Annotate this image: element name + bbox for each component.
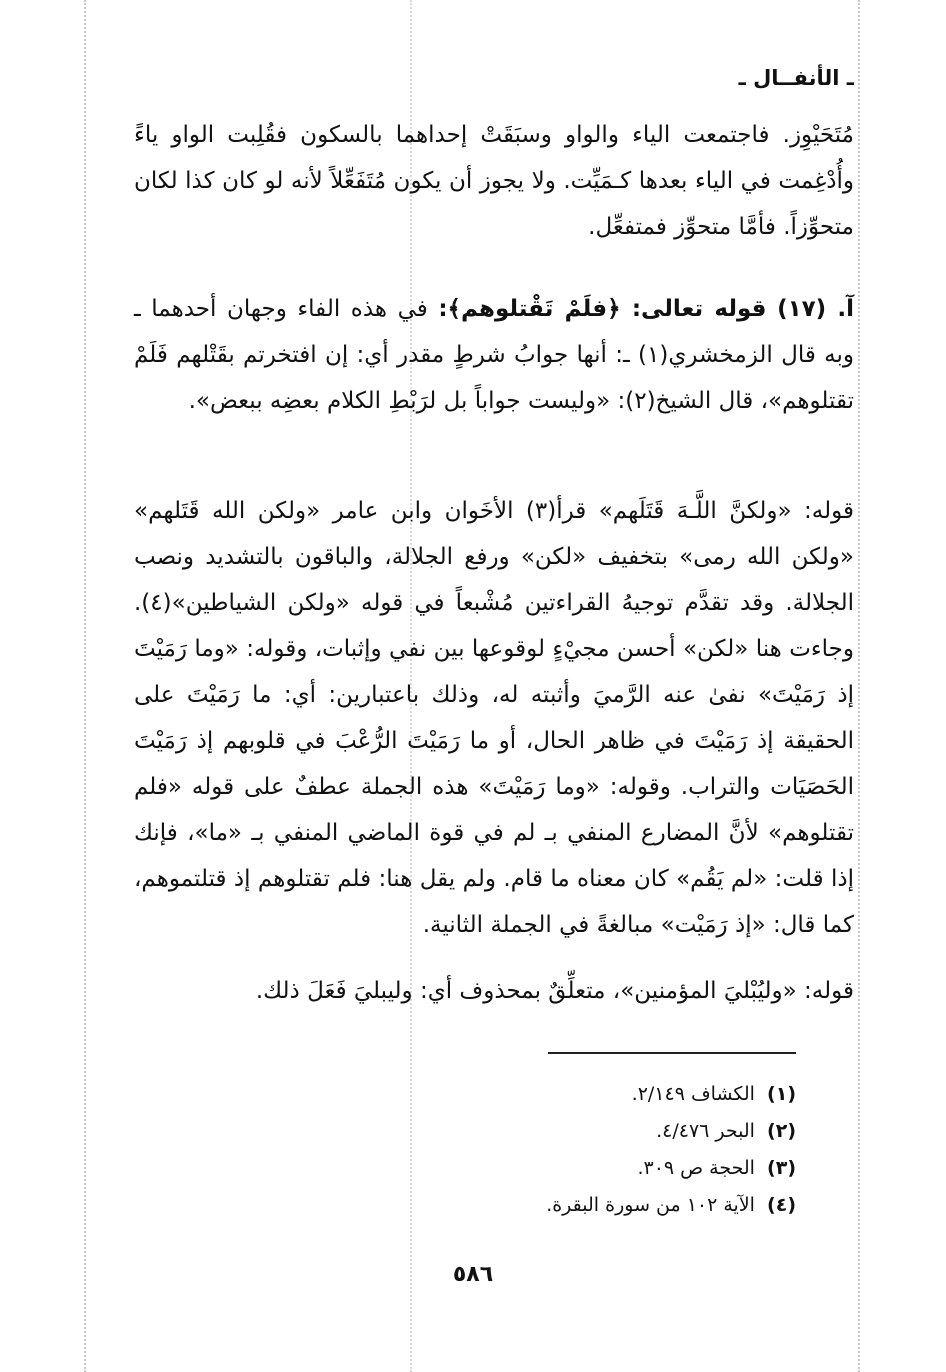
footnote-number: (٣) xyxy=(767,1157,796,1179)
footnote-text: البحر ٤/٤٧٦. xyxy=(656,1120,755,1142)
paragraph-verse-17 xyxy=(134,286,854,424)
footnote-text: الحجة ص ٣٠٩. xyxy=(637,1157,755,1179)
footnote-item xyxy=(296,1076,796,1113)
paragraph-2-body: أحدهما ـ وبه قال الزمخشري(١) ـ: أنها جوابُ شرطٍ مقدر أي: إن افتخرتم بقَتْلهم فَلَمْ تقتلوهم»، قال الشيخ(٢): «وليست جواباً بل لرَبْطِ الكلام بعضِه ببعض». xyxy=(134,296,854,414)
verse-intro: في هذه الفاء وجهان xyxy=(226,296,428,322)
footnote-number: (٤) xyxy=(767,1194,796,1216)
footnote-divider xyxy=(548,1052,796,1054)
paragraph-1: مُتَحَيْوِز. فاجتمعت الياء والواو وسبَقَتْ إحداهما بالسكون فقُلِبت الواو ياءً وأُدْغِمت في الياء بعدها كـمَيِّت. ولا يجوز أن يكون مُتَفَعِّلاً لأنه لو كان كذا لكان متحوِّزاً. فأمَّا متحوِّز فمتفعِّل. xyxy=(134,122,854,240)
footnote-number: (١) xyxy=(767,1083,796,1105)
footnote-number: (٢) xyxy=(767,1120,796,1142)
scan-dotted-line xyxy=(858,0,860,1372)
verse-label: قوله تعالى: ﴿فلَمْ تَقْتلوهم﴾: xyxy=(438,296,767,322)
page-number: ٥٨٦ xyxy=(452,1262,494,1287)
running-head: ـ الأنفــال ـ xyxy=(738,66,854,90)
scan-dotted-line xyxy=(84,0,86,1372)
footnote-text: الكشاف ٢/١٤٩. xyxy=(631,1083,755,1105)
footnote-item xyxy=(296,1150,796,1187)
footnotes-list xyxy=(296,1076,796,1224)
footnote-item xyxy=(296,1187,796,1224)
paragraph-4: قوله: «وليُبْليَ المؤمنين»، متعلِّقٌ بمحذوف أي: وليبليَ فَعَلَ ذلك. xyxy=(255,978,854,1004)
verse-number: آ. (١٧) xyxy=(777,296,855,322)
paragraph-3: قوله: «ولكنَّ اللَّـهَ قَتَلَهم» قرأ(٣) الأخَوان وابن عامر «ولكن الله قَتَلهم» «ولكن الله رمى» بتخفيف «لكن» ورفع الجلالة، والباقون بالتشديد ونصب الجلالة. وقد تقدَّم توجيهُ القراءتين مُشْبعاً في قوله «ولكن الشياطين»(٤). وجاءت هنا «لكن» أحسن مجيْءٍ لوقوعها بين نفي وإثبات، وقوله: «وما رَمَيْتَ إذ رَمَيْتَ» نفىٰ عنه الرَّميَ وأثبته له، وذلك باعتبارين: أي: ما رَمَيْتَ على الحقيقة إذ رَمَيْتَ في ظاهر الحال، أو ما رَمَيْتَ الرُّعْبَ في قلوبهم إذ رَمَيْتَ الحَصَيَات والتراب. وقوله: «وما رَمَيْتَ» هذه الجملة عطفٌ على قوله «فلم تقتلوهم» لأنَّ المضارع المنفي بـ لم في قوة الماضي المنفي بـ «ما»، فإنك إذا قلت: «لم يَقُم» كان معناه ما قام. ولم يقل هنا: فلم تقتلوهم إذ قتلتموهم، كما قال: «إذ رَمَيْت» مبالغةً في الجملة الثانية. xyxy=(134,498,855,938)
footnote-text: الآية ١٠٢ من سورة البقرة. xyxy=(546,1194,755,1216)
footnote-item xyxy=(296,1113,796,1150)
